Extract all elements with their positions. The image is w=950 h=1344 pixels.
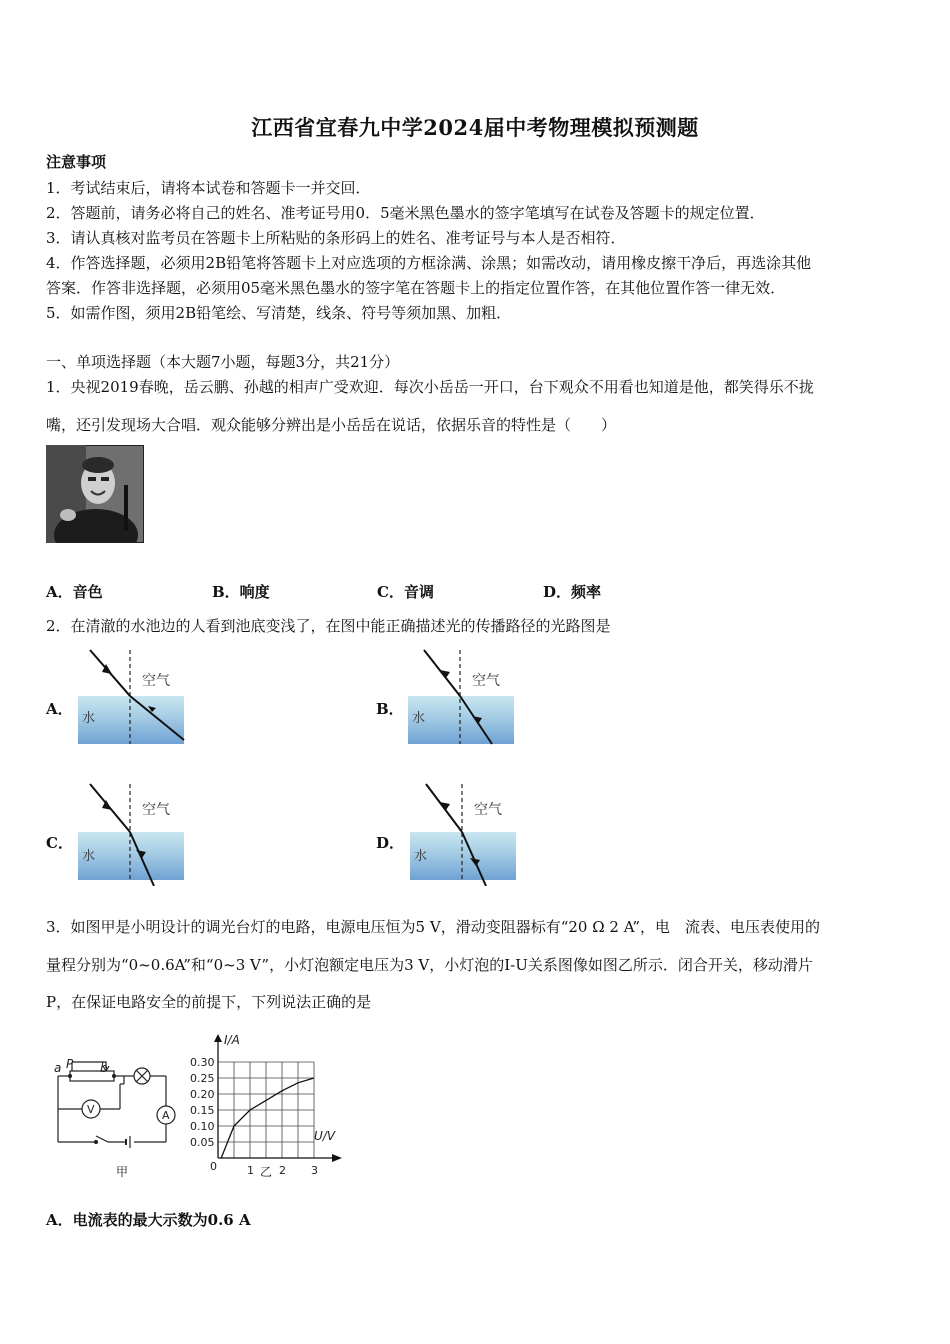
- circuit-label-a: a: [54, 1061, 62, 1075]
- y-tick-label: 0.05: [190, 1136, 215, 1149]
- air-label: 空气: [142, 673, 170, 689]
- q1-stem-line1: 1．央视2019春晚，岳云鹏、孙越的相声广受欢迎．每次小岳岳一开口，台下观众不用看也知道是他，都笑得乐不拢: [46, 378, 814, 396]
- q2-diagram-a[interactable]: [76, 648, 188, 748]
- y-axis-label: I/A: [224, 1033, 240, 1047]
- y-tick-label: 0.20: [190, 1088, 215, 1101]
- circuit-label-p: P: [66, 1057, 74, 1071]
- svg-text:空气: 空气: [474, 802, 502, 818]
- y-tick-label: 0.25: [190, 1072, 215, 1085]
- graph-caption: 乙: [260, 1165, 273, 1179]
- q3-circuit-diagram: [50, 1052, 182, 1182]
- q3-stem-line2: 量程分别为“0~0.6A”和“0~3 V”，小灯泡额定电压为3 V，小灯泡的I-U关系图像如图乙所示．闭合开关，移动滑片: [46, 956, 813, 974]
- q1-option-a[interactable]: A．音色: [46, 583, 103, 601]
- q2-label-b[interactable]: B．: [376, 700, 404, 718]
- svg-text:水: 水: [82, 849, 96, 864]
- notice-item-1: 1．考试结束后，请将本试卷和答题卡一并交回．: [46, 179, 371, 197]
- circuit-label-b: b: [100, 1061, 108, 1075]
- q2-label-d[interactable]: D．: [376, 834, 405, 852]
- q1-option-c[interactable]: C．音调: [377, 583, 434, 601]
- q1-photo: [46, 445, 144, 543]
- q3-stem-line1: 3．如图甲是小明设计的调光台灯的电路，电源电压恒为5 V，滑动变阻器标有“20 Ω 2 A”，电 流表、电压表使用的: [46, 918, 821, 936]
- x-tick-label: 3: [311, 1164, 318, 1177]
- water-label: 水: [82, 711, 96, 726]
- q1-stem-line2: 嘴，还引发现场大合唱．观众能够分辨出是小岳岳在说话，依据乐音的特性是（ ）: [46, 416, 617, 434]
- notice-heading: 注意事项: [46, 153, 107, 171]
- page-title: 江西省宜春九中学2024届中考物理模拟预测题: [251, 115, 699, 140]
- notice-item-3: 3．请认真核对监考员在答题卡上所粘贴的条形码上的姓名、准考证号与本人是否相符．: [46, 229, 626, 247]
- q2-diagram-d[interactable]: [408, 782, 520, 886]
- x-tick-label: 2: [279, 1164, 286, 1177]
- ammeter-label: A: [162, 1109, 170, 1122]
- voltmeter-label: V: [87, 1103, 95, 1116]
- svg-text:水: 水: [412, 711, 426, 726]
- notice-item-4: 4．作答选择题，必须用2B铅笔将答题卡上对应选项的方框涂满、涂黑；如需改动，请用橡皮擦干净后，再选涂其他: [46, 254, 812, 272]
- y-tick-label: 0.15: [190, 1104, 215, 1117]
- y-tick-label: 0.10: [190, 1120, 215, 1133]
- notice-item-2: 2．答题前，请务必将自己的姓名、准考证号用0．5毫米黑色墨水的签字笔填写在试卷及答题卡的规定位置．: [46, 204, 765, 222]
- q2-label-c[interactable]: C．: [46, 834, 73, 852]
- x-tick-label: 0: [210, 1160, 217, 1173]
- section-heading: 一、单项选择题（本大题7小题，每题3分，共21分）: [46, 353, 400, 371]
- q2-diagram-b[interactable]: [406, 648, 518, 748]
- q2-stem: 2．在清澈的水池边的人看到池底变浅了，在图中能正确描述光的传播路径的光路图是: [46, 617, 611, 635]
- iu-curve: [221, 1078, 314, 1158]
- q1-option-b[interactable]: B．响度: [212, 583, 270, 601]
- notice-item-5: 5．如需作图，须用2B铅笔绘、写清楚，线条、符号等须加黑、加粗．: [46, 304, 512, 322]
- x-tick-label: 1: [247, 1164, 254, 1177]
- q3-iu-graph: [186, 1030, 348, 1182]
- svg-text:水: 水: [414, 849, 428, 864]
- q3-stem-line3: P，在保证电路安全的前提下，下列说法正确的是: [46, 993, 372, 1011]
- q1-option-d[interactable]: D．频率: [543, 583, 602, 601]
- q2-label-a[interactable]: A．: [46, 700, 73, 718]
- q2-diagram-c[interactable]: [76, 782, 188, 886]
- svg-text:空气: 空气: [472, 673, 500, 689]
- x-axis-label: U/V: [314, 1129, 336, 1143]
- circuit-caption: 甲: [116, 1165, 129, 1179]
- y-tick-label: 0.30: [190, 1056, 215, 1069]
- svg-text:空气: 空气: [142, 802, 170, 818]
- notice-item-4-cont: 答案．作答非选择题，必须用05毫米黑色墨水的签字笔在答题卡上的指定位置作答，在其他位置作答一律无效．: [46, 279, 786, 297]
- q3-option-a[interactable]: A．电流表的最大示数为0.6 A: [46, 1211, 251, 1229]
